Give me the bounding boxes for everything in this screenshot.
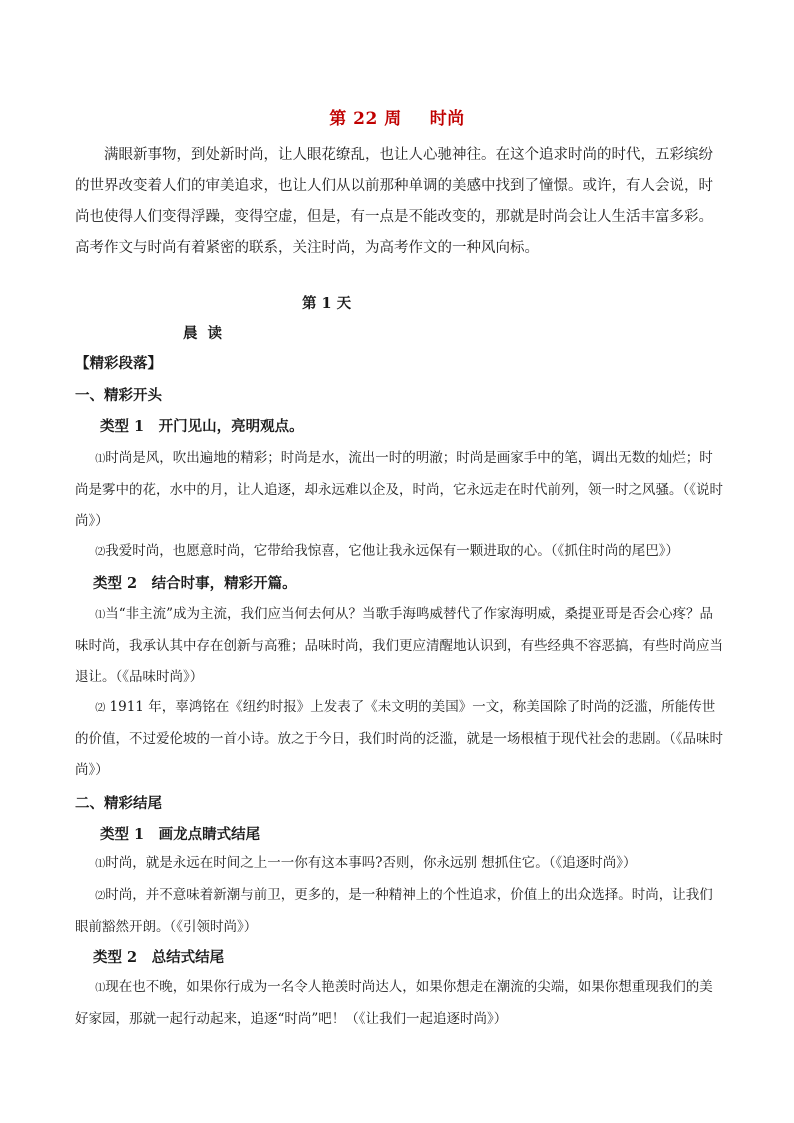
ending-type1-label: 类型 1 画龙点睛式结尾 — [100, 826, 261, 843]
section-header: 【精彩段落】 — [75, 355, 162, 372]
opening-type2-label: 类型 2 结合时事，精彩开篇。 — [93, 575, 297, 592]
intro-paragraph: 满眼新事物，到处新时尚，让人眼花缭乱，也让人心驰神往。在这个追求时尚的时代，五彩缤纷的世界改变着人们的审美追求，也让人们从以前那种单调的美感中找到了憧憬。或许，有人会说，时尚也使得人们变得浮躁，变得空虚，但是，有一点是不能改变的，那就是时尚会让人生活丰富多彩。高考作文与时尚有着紧密的联系，关注时尚，为高考作文的一种风向标。 — [75, 147, 713, 256]
opening-type2-paragraph-2 — [75, 692, 723, 786]
paragraph-number: ⑵ — [95, 703, 106, 714]
paragraph-text: 时尚，就是永远在时间之上一一你有这本事吗?否则，你永远别 想抓住它。（《追逐时尚》） — [105, 855, 637, 871]
paragraph-text: 现在也不晚，如果你行成为一名令人艳羡时尚达人，如果你想走在潮流的尖端，如果你想重现我们的美好家园，那就一起行动起来，追逐“时尚”吧！（《让我们一起追逐时尚》） — [75, 979, 713, 1027]
opening-type2-paragraph-1 — [75, 599, 723, 693]
paragraph-number: ⑵ — [95, 891, 106, 902]
ending-type1-paragraph-1 — [75, 848, 723, 880]
ending-type1-paragraph-2 — [75, 880, 723, 943]
paragraph-text: 1911 年，辜鸿铭在《纽约时报》上发表了《未文明的美国》一文，称美国除了时尚的泛滥，所能传世的价值，不过爱伦坡的一首小诗。放之于今日，我们时尚的泛滥，就是一场根植于现代社会的悲剧。（《品味时尚》） — [75, 699, 723, 778]
opening-type1-label: 类型 1 开门见山，亮明观点。 — [100, 418, 304, 435]
week-label: 第 22 周 — [329, 109, 402, 129]
endings-heading: 二、精彩结尾 — [75, 795, 162, 812]
opening-type1-paragraph-1 — [75, 443, 723, 537]
morning-reading-label: 晨读 — [183, 325, 232, 342]
openings-heading: 一、精彩开头 — [75, 387, 162, 404]
paragraph-number: ⑴ — [95, 454, 106, 465]
opening-type1-paragraph-2 — [75, 536, 725, 568]
ending-type2-label: 类型 2 总结式结尾 — [93, 949, 225, 966]
paragraph-number: ⑵ — [95, 547, 106, 558]
paragraph-number: ⑴ — [95, 859, 106, 870]
topic-label: 时尚 — [429, 109, 465, 129]
page-title — [0, 104, 794, 129]
paragraph-text: 时尚，并不意味着新潮与前卫，更多的，是一种精神上的个性追求，价值上的出众选择。时尚，让我们眼前豁然开朗。（《引领时尚》） — [75, 887, 713, 935]
paragraph-text: 当“非主流”成为主流，我们应当何去何从？当歌手海鸣威替代了作家海明威，桑提亚哥是否会心疼？品味时尚，我承认其中存在创新与高雅；品味时尚，我们更应清醒地认识到，有些经典不容恶搞，有些时尚应当退让。（《品味时尚》） — [75, 606, 723, 685]
day-label: 第 1 天 — [302, 295, 352, 312]
ending-type2-paragraph-1 — [75, 972, 725, 1035]
paragraph-text: 时尚是风，吹出遍地的精彩；时尚是水，流出一时的明澈；时尚是画家手中的笔，调出无数的灿烂；时尚是雾中的花，水中的月，让人追逐，却永远难以企及，时尚，它永远走在时代前列，领一时之风骚。（《说时尚》） — [75, 450, 723, 529]
paragraph-number: ⑴ — [95, 983, 106, 994]
paragraph-number: ⑴ — [95, 610, 106, 621]
paragraph-text: 我爱时尚，也愿意时尚，它带给我惊喜，它他让我永远保有一颗进取的心。（《抓住时尚的尾巴》） — [105, 543, 679, 559]
